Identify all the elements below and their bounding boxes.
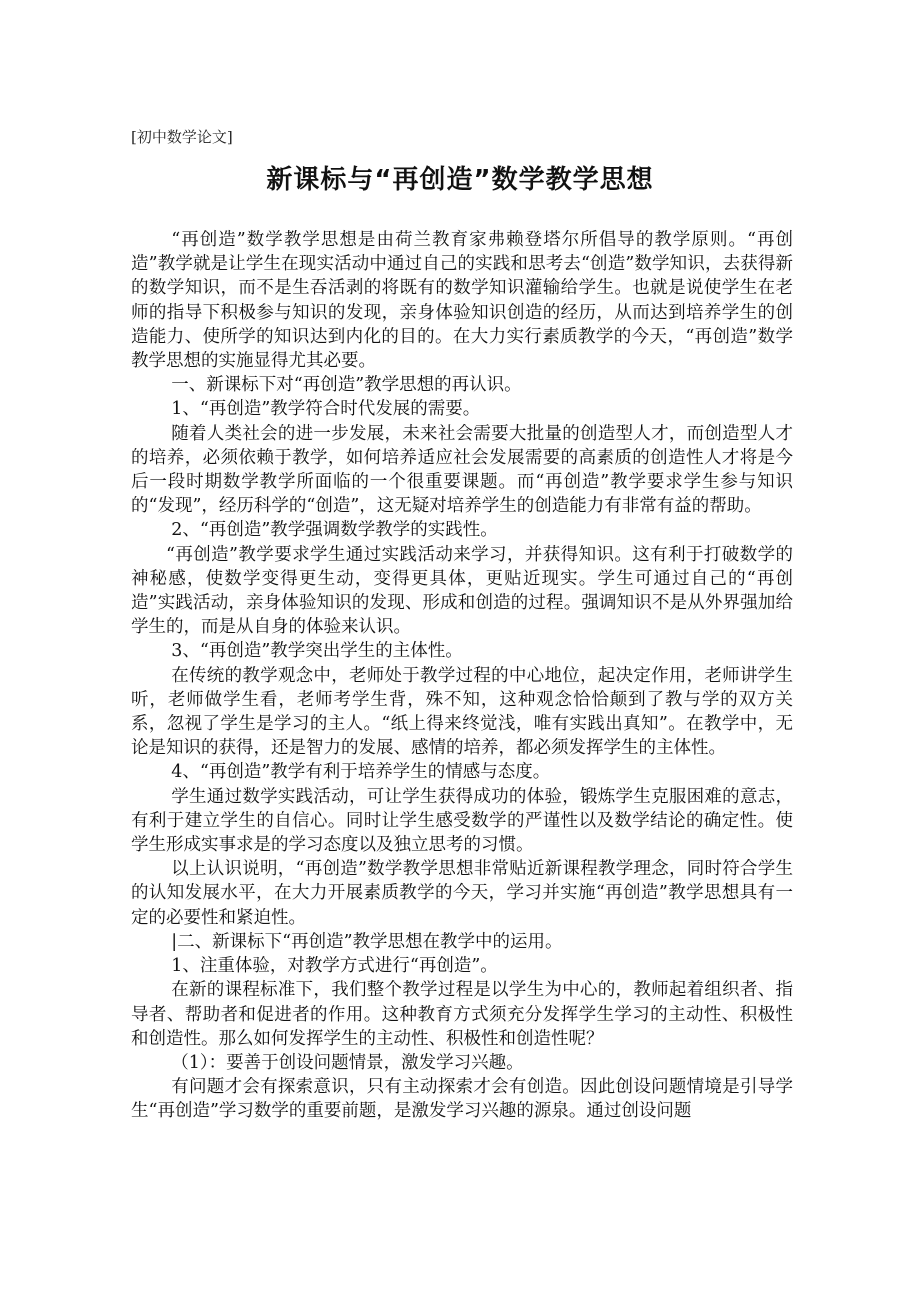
- paragraph: 学生通过数学实践活动，可让学生获得成功的体验，锻炼学生克服困难的意志，有利于建立学生的自信心。同时让学生感受数学的严谨性以及数学结论的确定性。使学生形成实事求是的学习态度以及独立思考的习惯。: [131, 786, 793, 856]
- subsection-heading-1-3: 3、“再创造”教学突出学生的主体性。: [171, 641, 463, 662]
- paragraph: 在传统的教学观念中，老师处于教学过程的中心地位，起决定作用，老师讲学生听，老师做学生看，老师考学生背，殊不知，这种观念恰恰颠到了教与学的双方关系，忽视了学生是学习的主人。“纸上得来终觉浅，唯有实践出真知”。在教学中，无论是知识的获得，还是智力的发展、感情的培养，都必须发挥学生的主体性。: [131, 665, 793, 759]
- document-category-tag: [初中数学论文]: [131, 128, 233, 146]
- paragraph: 有问题才会有探索意识，只有主动探索才会有创造。因此创设问题情境是引导学生“再创造”学习数学的重要前题，是激发学习兴趣的源泉。通过创设问题: [131, 1077, 793, 1122]
- paragraph: 以上认识说明，“再创造”数学教学思想非常贴近新课程教学理念，同时符合学生的认知发展水平，在大力开展素质教学的今天，学习并实施“再创造”教学思想具有一定的必要性和紧迫性。: [131, 859, 793, 928]
- paragraph: 随着人类社会的进一步发展，未来社会需要大批量的创造型人才，而创造型人才的培养，必须依赖于教学，如何培养适应社会发展需要的高素质的创造性人才将是今后一段时期数学教学所面临的一个很重要课题。而“再创造”教学要求学生参与知识的“发现”，经历科学的“创造”，这无疑对培养学生的创造能力有非常有益的帮助。: [131, 423, 793, 517]
- subsection-heading-2-1-1: （1）：要善于创设问题情景，激发学习兴趣。: [171, 1052, 524, 1073]
- subsection-heading-2-1: 1、注重体验，对教学方式进行“再创造”。: [171, 956, 498, 977]
- paragraph-intro: “再创造”数学教学思想是由荷兰教育家弗赖登塔尔所倡导的教学原则。“再创造”教学就是让学生在现实活动中通过自己的实践和思考去“创造”数学知识，去获得新的数学知识，而不是生吞活剥的将既有的数学知识灌输给学生。也就是说使学生在老师的指导下积极参与知识的发现，亲身体验知识创造的经历，从而达到培养学生的创造能力、使所学的知识达到内化的目的。在大力实行素质教学的今天，“再创造”数学教学思想的实施显得尤其必要。: [131, 230, 793, 372]
- section-heading-1: 一、新课标下对“再创造”教学思想的再认识。: [171, 375, 522, 396]
- document-body: [131, 228, 793, 1124]
- paragraph: 在新的课程标准下，我们整个教学过程是以学生为中心的，教师起着组织者、指导者、帮助者和促进者的作用。这种教育方式须充分发挥学生学习的主动性、积极性和创造性。那么如何发挥学生的主动性、积极性和创造性呢？: [131, 980, 793, 1049]
- section-heading-2: |二、新课标下“再创造”教学思想在教学中的运用。: [171, 931, 563, 952]
- document-title: 新课标与“再创造”数学教学思想: [266, 165, 654, 195]
- paragraph: “再创造”教学要求学生通过实践活动来学习，并获得知识。这有利于打破数学的神秘感，使数学变得更生动，变得更具体，更贴近现实。学生可通过自己的“再创造”实践活动，亲身体验知识的发现、形成和创造的过程。强调知识不是从外界强加给学生的，而是从自身的体验来认识。: [131, 544, 793, 638]
- subsection-heading-1-1: 1、“再创造”教学符合时代发展的需要。: [171, 399, 481, 420]
- subsection-heading-1-4: 4、“再创造”教学有利于培养学生的情感与态度。: [171, 762, 551, 783]
- subsection-heading-1-2: 2、“再创造”教学强调数学教学的实践性。: [171, 520, 498, 541]
